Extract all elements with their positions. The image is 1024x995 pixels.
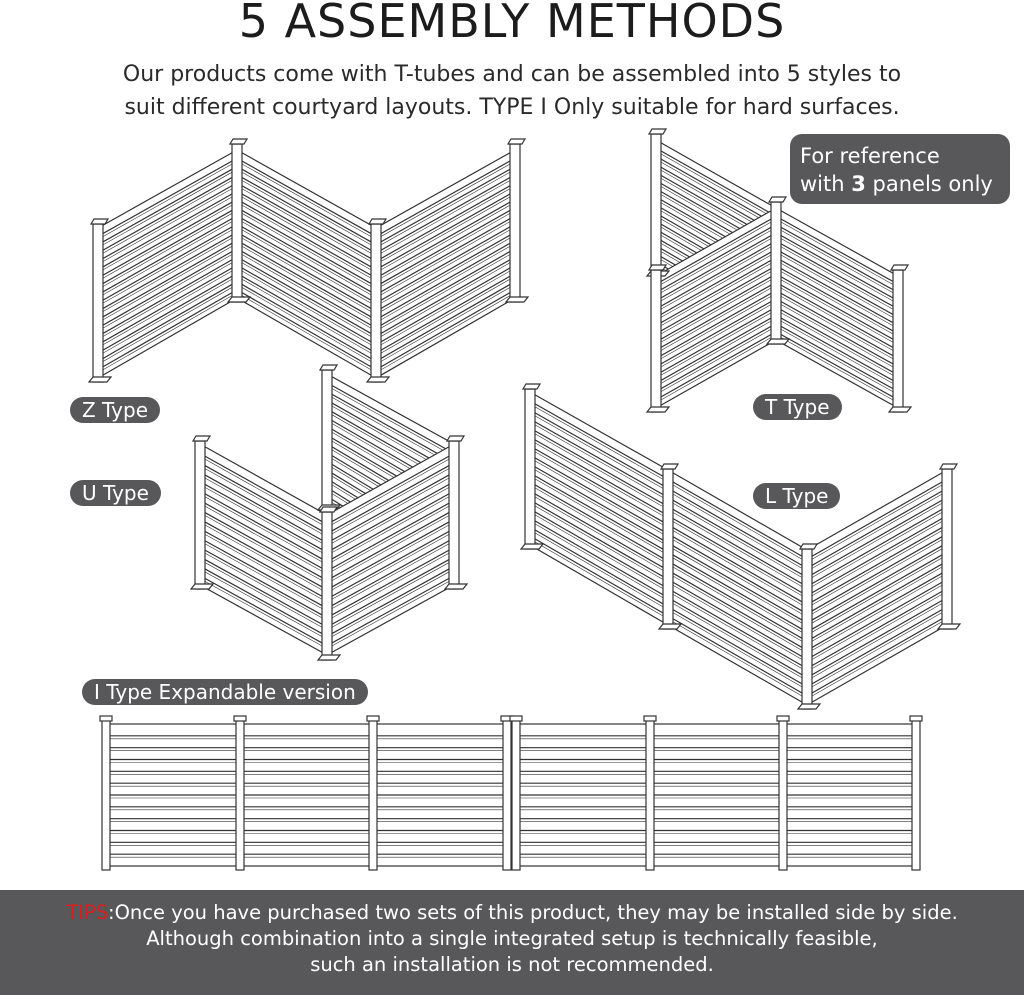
fence-post: [93, 224, 103, 382]
fence-post: [651, 270, 661, 412]
fence-post: [942, 469, 952, 629]
tips-line-2: Although combination into a single integrated setup is technically feasible,: [146, 927, 878, 950]
post-base: [521, 544, 543, 549]
post-base: [445, 584, 467, 589]
fence-panel: [530, 392, 668, 625]
post-cap: [193, 436, 210, 441]
fence-post: [893, 270, 903, 412]
post-base: [191, 584, 213, 589]
post-cap: [769, 197, 786, 202]
fence-panel: [200, 444, 327, 655]
post-cap: [234, 716, 246, 721]
l-type-fence: [521, 384, 960, 709]
tips-line-3: such an installation is not recommended.: [310, 953, 714, 976]
subtitle-line-2: suit different courtyard layouts. TYPE I Only suitable for hard surfaces.: [124, 95, 900, 120]
post-cap: [510, 716, 522, 721]
fence-post: [512, 720, 520, 870]
post-cap: [777, 716, 789, 721]
z-type-fence: [89, 139, 528, 382]
post-cap: [508, 139, 525, 144]
panel-count: 3: [851, 172, 866, 196]
post-cap: [649, 265, 666, 270]
post-cap: [910, 716, 922, 721]
post-cap: [100, 716, 112, 721]
tips-banner: [0, 890, 1024, 995]
post-cap: [320, 507, 337, 512]
i-type-badge: I Type Expandable version: [82, 679, 368, 705]
page-title: 5 ASSEMBLY METHODS: [238, 0, 786, 48]
fence-post: [802, 549, 812, 709]
post-cap: [369, 219, 386, 224]
fence-post: [232, 144, 242, 302]
post-base: [506, 297, 528, 302]
post-cap: [891, 265, 908, 270]
post-base: [228, 297, 250, 302]
fence-post: [195, 441, 205, 589]
fence-post: [322, 512, 332, 660]
post-base: [659, 624, 681, 629]
reference-note-line-2: with 3 panels only: [800, 172, 993, 196]
post-base: [318, 655, 340, 660]
reference-note-badge: [790, 134, 1010, 204]
fence-post: [771, 202, 781, 344]
post-cap: [644, 716, 656, 721]
post-cap: [649, 129, 666, 134]
fence-post: [369, 720, 377, 870]
fence-post: [663, 469, 673, 629]
tips-line-1: TIPS:Once you have purchased two sets of this product, they may be installed side by side.: [66, 901, 958, 924]
post-base: [647, 407, 669, 412]
post-cap: [447, 436, 464, 441]
fence-post: [322, 370, 332, 510]
i-type-fence: [100, 716, 922, 870]
fence-post: [525, 389, 535, 549]
fence-post: [779, 720, 787, 870]
subtitle-line-1: Our products come with T-tubes and can be assembled into 5 styles to: [122, 62, 902, 87]
post-cap: [367, 716, 379, 721]
post-base: [767, 339, 789, 344]
tips-label: TIPS: [66, 901, 109, 924]
post-cap: [800, 544, 817, 549]
post-cap: [661, 464, 678, 469]
l-type-badge: L Type: [753, 483, 840, 509]
post-cap: [940, 464, 957, 469]
fence-post: [236, 720, 244, 870]
t-type-badge: T Type: [753, 394, 842, 420]
post-base: [798, 704, 820, 709]
fence-post: [510, 144, 520, 302]
post-base: [889, 407, 911, 412]
fence-post: [503, 720, 511, 870]
post-cap: [320, 365, 337, 370]
u-type-badge: U Type: [70, 480, 161, 506]
fence-post: [651, 134, 661, 276]
u-type-fence: [191, 365, 467, 660]
post-base: [367, 377, 389, 382]
post-cap: [91, 219, 108, 224]
post-cap: [523, 384, 540, 389]
fence-post: [912, 720, 920, 870]
post-cap: [230, 139, 247, 144]
fence-post: [371, 224, 381, 382]
fence-post: [102, 720, 110, 870]
post-base: [938, 624, 960, 629]
z-type-badge: Z Type: [70, 397, 160, 423]
fence-post: [449, 441, 459, 589]
reference-note-line-1: For reference: [800, 144, 940, 168]
post-base: [89, 377, 111, 382]
fence-post: [646, 720, 654, 870]
